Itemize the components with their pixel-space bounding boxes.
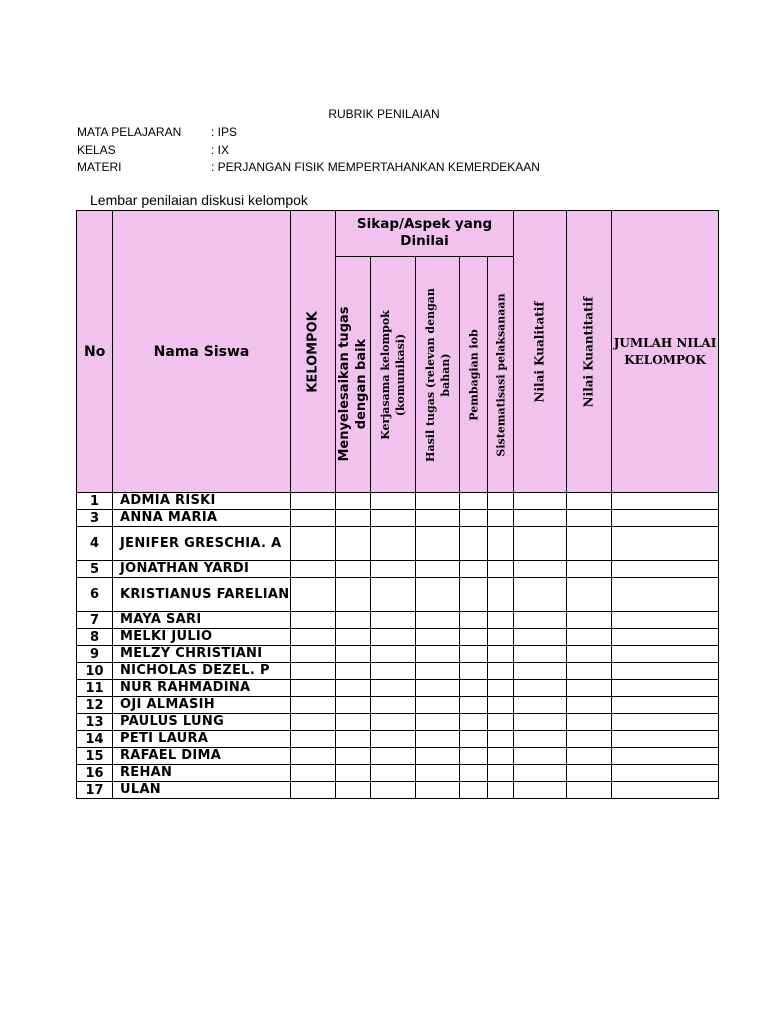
nilai-kualitatif-cell[interactable] [514,697,567,714]
jumlah-nilai-cell[interactable] [612,510,719,527]
aspek-2-cell[interactable] [371,493,416,510]
meta-label: MATA PELAJARAN [77,125,182,139]
student-name: NICHOLAS DEZEL. P [113,663,291,680]
jumlah-nilai-cell[interactable] [612,663,719,680]
student-name: ADMIA RISKI [113,493,291,510]
aspek-3-cell[interactable] [416,765,460,782]
student-name: REHAN [113,765,291,782]
aspek-5-cell[interactable] [488,510,514,527]
aspek-2-cell[interactable] [371,680,416,697]
aspek-3-cell[interactable] [416,748,460,765]
aspek-1-cell[interactable] [336,782,371,799]
nilai-kualitatif-cell[interactable] [514,663,567,680]
aspek-4-cell[interactable] [460,782,488,799]
header-aspek-menyelesaikan-label: Menyelesaikan tugas dengan baik [337,306,369,462]
table-row [77,612,719,629]
aspek-3-cell[interactable] [416,510,460,527]
aspek-2-cell[interactable] [371,663,416,680]
aspek-4-cell[interactable] [460,646,488,663]
aspek-1-cell[interactable] [336,748,371,765]
row-number: 17 [77,782,113,799]
header-aspek-pembagian-label: Pembagian iob [467,328,480,421]
aspek-4-cell[interactable] [460,527,488,561]
student-name: MAYA SARI [113,612,291,629]
jumlah-nilai-cell[interactable] [612,680,719,697]
aspek-5-cell[interactable] [488,646,514,663]
aspek-4-cell[interactable] [460,561,488,578]
aspek-2-cell[interactable] [371,765,416,782]
aspek-5-cell[interactable] [488,629,514,646]
aspek-5-cell[interactable] [488,578,514,612]
jumlah-nilai-cell[interactable] [612,765,719,782]
table-row [77,748,719,765]
header-kelompok-label: KELOMPOK [305,310,321,393]
nilai-kuantitatif-cell[interactable] [567,680,612,697]
jumlah-nilai-cell[interactable] [612,493,719,510]
table-row [77,527,719,561]
jumlah-nilai-cell[interactable] [612,527,719,561]
student-name: ULAN [113,782,291,799]
student-name: PAULUS LUNG [113,714,291,731]
row-number: 7 [77,612,113,629]
aspek-4-cell[interactable] [460,578,488,612]
table-row [77,561,719,578]
nilai-kualitatif-cell[interactable] [514,578,567,612]
nilai-kuantitatif-cell[interactable] [567,748,612,765]
jumlah-nilai-cell[interactable] [612,697,719,714]
rubric-table [76,210,719,799]
aspek-3-cell[interactable] [416,646,460,663]
nilai-kualitatif-cell[interactable] [514,731,567,748]
table-row [77,765,719,782]
aspek-1-cell[interactable] [336,714,371,731]
header-kelompok [291,211,336,493]
kelompok-cell[interactable] [291,782,336,799]
aspek-5-cell[interactable] [488,527,514,561]
aspek-1-cell[interactable] [336,731,371,748]
aspek-2-cell[interactable] [371,748,416,765]
row-number: 3 [77,510,113,527]
aspek-1-cell[interactable] [336,510,371,527]
row-number: 10 [77,663,113,680]
aspek-1-cell[interactable] [336,561,371,578]
aspek-4-cell[interactable] [460,765,488,782]
aspek-3-cell[interactable] [416,561,460,578]
aspek-5-cell[interactable] [488,663,514,680]
student-name: ANNA MARIA [113,510,291,527]
aspek-1-cell[interactable] [336,765,371,782]
nilai-kualitatif-cell[interactable] [514,510,567,527]
aspek-2-cell[interactable] [371,561,416,578]
jumlah-nilai-cell[interactable] [612,561,719,578]
aspek-4-cell[interactable] [460,680,488,697]
row-number: 5 [77,561,113,578]
aspek-5-cell[interactable] [488,697,514,714]
aspek-4-cell[interactable] [460,510,488,527]
row-number: 13 [77,714,113,731]
table-row [77,731,719,748]
jumlah-nilai-cell[interactable] [612,782,719,799]
nilai-kuantitatif-cell[interactable] [567,510,612,527]
aspek-2-cell[interactable] [371,510,416,527]
aspek-4-cell[interactable] [460,612,488,629]
kelompok-cell[interactable] [291,731,336,748]
rubric-body [77,493,719,799]
jumlah-nilai-cell[interactable] [612,612,719,629]
jumlah-nilai-cell[interactable] [612,578,719,612]
aspek-3-cell[interactable] [416,663,460,680]
header-aspek-sistematisasi-label: Sistematisasi pelaksanaan [494,292,508,457]
aspek-2-cell[interactable] [371,782,416,799]
aspek-2-cell[interactable] [371,714,416,731]
aspek-5-cell[interactable] [488,612,514,629]
kelompok-cell[interactable] [291,765,336,782]
nilai-kuantitatif-cell[interactable] [567,782,612,799]
meta-label: MATERI [77,160,122,174]
aspek-3-cell[interactable] [416,578,460,612]
aspek-3-cell[interactable] [416,493,460,510]
header-aspek-menyelesaikan [336,257,371,493]
kelompok-cell[interactable] [291,578,336,612]
kelompok-cell[interactable] [291,612,336,629]
student-name: KRISTIANUS FARELIAN [113,578,291,612]
table-row [77,714,719,731]
kelompok-cell[interactable] [291,493,336,510]
student-name: MELZY CHRISTIANI [113,646,291,663]
nilai-kualitatif-cell[interactable] [514,714,567,731]
nilai-kualitatif-cell[interactable] [514,561,567,578]
aspek-5-cell[interactable] [488,731,514,748]
row-number: 11 [77,680,113,697]
row-number: 12 [77,697,113,714]
kelompok-cell[interactable] [291,527,336,561]
nilai-kualitatif-cell[interactable] [514,646,567,663]
aspek-3-cell[interactable] [416,629,460,646]
aspek-2-cell[interactable] [371,527,416,561]
student-name: MELKI JULIO [113,629,291,646]
meta-label: KELAS [77,143,116,157]
kelompok-cell[interactable] [291,680,336,697]
nilai-kuantitatif-cell[interactable] [567,646,612,663]
student-name: JENIFER GRESCHIA. A [113,527,291,561]
header-aspek-group: Sikap/Aspek yang Dinilai [336,211,514,257]
document-title: RUBRIK PENILAIAN [328,107,440,121]
aspek-2-cell[interactable] [371,697,416,714]
nilai-kualitatif-cell[interactable] [514,629,567,646]
meta-value: : IPS [211,125,238,139]
nilai-kuantitatif-cell[interactable] [567,731,612,748]
aspek-1-cell[interactable] [336,578,371,612]
aspek-2-cell[interactable] [371,629,416,646]
aspek-5-cell[interactable] [488,748,514,765]
nilai-kuantitatif-cell[interactable] [567,493,612,510]
header-aspek-hasil [416,257,460,493]
meta-materi [77,159,540,175]
aspek-2-cell[interactable] [371,612,416,629]
student-name: RAFAEL DIMA [113,748,291,765]
header-jumlah-nilai: JUMLAH NILAI KELOMPOK [612,211,719,493]
nilai-kualitatif-cell[interactable] [514,782,567,799]
header-nilai-kuantitatif [567,211,612,493]
nilai-kuantitatif-cell[interactable] [567,561,612,578]
jumlah-nilai-cell[interactable] [612,731,719,748]
nilai-kuantitatif-cell[interactable] [567,663,612,680]
nilai-kuantitatif-cell[interactable] [567,527,612,561]
row-number: 6 [77,578,113,612]
aspek-1-cell[interactable] [336,527,371,561]
aspek-1-cell[interactable] [336,697,371,714]
header-nilai-kuantitatif-label: Nilai Kuantitatif [581,296,596,407]
aspek-1-cell[interactable] [336,493,371,510]
aspek-5-cell[interactable] [488,561,514,578]
header-nama-siswa: Nama Siswa [113,211,291,493]
table-row [77,629,719,646]
meta-value: : IX [211,143,230,157]
aspek-4-cell[interactable] [460,748,488,765]
nilai-kuantitatif-cell[interactable] [567,714,612,731]
kelompok-cell[interactable] [291,646,336,663]
table-row [77,663,719,680]
aspek-3-cell[interactable] [416,714,460,731]
meta-kelas [77,142,229,158]
kelompok-cell[interactable] [291,748,336,765]
aspek-3-cell[interactable] [416,680,460,697]
nilai-kualitatif-cell[interactable] [514,527,567,561]
kelompok-cell[interactable] [291,561,336,578]
jumlah-nilai-cell[interactable] [612,748,719,765]
kelompok-cell[interactable] [291,697,336,714]
table-row [77,680,719,697]
header-no: No [77,211,113,493]
table-row [77,510,719,527]
row-number: 16 [77,765,113,782]
header-nilai-kualitatif [514,211,567,493]
table-row [77,578,719,612]
row-number: 8 [77,629,113,646]
aspek-3-cell[interactable] [416,527,460,561]
aspek-5-cell[interactable] [488,714,514,731]
header-aspek-pembagian [460,257,488,493]
nilai-kualitatif-cell[interactable] [514,493,567,510]
table-row [77,646,719,663]
header-nilai-kualitatif-label: Nilai Kualitatif [532,301,547,402]
nilai-kuantitatif-cell[interactable] [567,578,612,612]
student-name: OJI ALMASIH [113,697,291,714]
student-name: PETI LAURA [113,731,291,748]
header-aspek-sistematisasi [488,257,514,493]
kelompok-cell[interactable] [291,714,336,731]
aspek-5-cell[interactable] [488,782,514,799]
aspek-2-cell[interactable] [371,731,416,748]
aspek-4-cell[interactable] [460,697,488,714]
aspek-5-cell[interactable] [488,493,514,510]
kelompok-cell[interactable] [291,629,336,646]
nilai-kualitatif-cell[interactable] [514,765,567,782]
aspek-3-cell[interactable] [416,731,460,748]
aspek-5-cell[interactable] [488,680,514,697]
student-name: NUR RAHMADINA [113,680,291,697]
aspek-3-cell[interactable] [416,782,460,799]
row-number: 4 [77,527,113,561]
table-row [77,782,719,799]
aspek-4-cell[interactable] [460,714,488,731]
jumlah-nilai-cell[interactable] [612,629,719,646]
jumlah-nilai-cell[interactable] [612,714,719,731]
aspek-5-cell[interactable] [488,765,514,782]
table-caption: Lembar penilaian diskusi kelompok [90,192,308,208]
aspek-1-cell[interactable] [336,680,371,697]
nilai-kuantitatif-cell[interactable] [567,612,612,629]
aspek-1-cell[interactable] [336,663,371,680]
aspek-3-cell[interactable] [416,697,460,714]
aspek-4-cell[interactable] [460,663,488,680]
row-number: 15 [77,748,113,765]
nilai-kuantitatif-cell[interactable] [567,697,612,714]
kelompok-cell[interactable] [291,510,336,527]
header-aspek-kerjasama [371,257,416,493]
row-number: 1 [77,493,113,510]
aspek-4-cell[interactable] [460,731,488,748]
header-aspek-kerjasama-label: Kerjasama kelompok (komunikasi) [379,309,407,440]
row-number: 14 [77,731,113,748]
jumlah-nilai-cell[interactable] [612,646,719,663]
aspek-3-cell[interactable] [416,612,460,629]
aspek-4-cell[interactable] [460,629,488,646]
aspek-1-cell[interactable] [336,646,371,663]
kelompok-cell[interactable] [291,663,336,680]
table-row [77,697,719,714]
aspek-1-cell[interactable] [336,612,371,629]
nilai-kualitatif-cell[interactable] [514,680,567,697]
row-number: 9 [77,646,113,663]
aspek-4-cell[interactable] [460,493,488,510]
student-name: JONATHAN YARDI [113,561,291,578]
nilai-kualitatif-cell[interactable] [514,612,567,629]
table-row [77,493,719,510]
aspek-1-cell[interactable] [336,629,371,646]
meta-mata-pelajaran [77,124,237,140]
nilai-kuantitatif-cell[interactable] [567,765,612,782]
meta-value: : PERJANGAN FISIK MEMPERTAHANKAN KEMERDEKAAN [211,160,540,174]
aspek-2-cell[interactable] [371,646,416,663]
nilai-kuantitatif-cell[interactable] [567,629,612,646]
header-aspek-hasil-label: Hasil tugas (relevan dengan bahan) [423,287,452,462]
aspek-2-cell[interactable] [371,578,416,612]
nilai-kualitatif-cell[interactable] [514,748,567,765]
